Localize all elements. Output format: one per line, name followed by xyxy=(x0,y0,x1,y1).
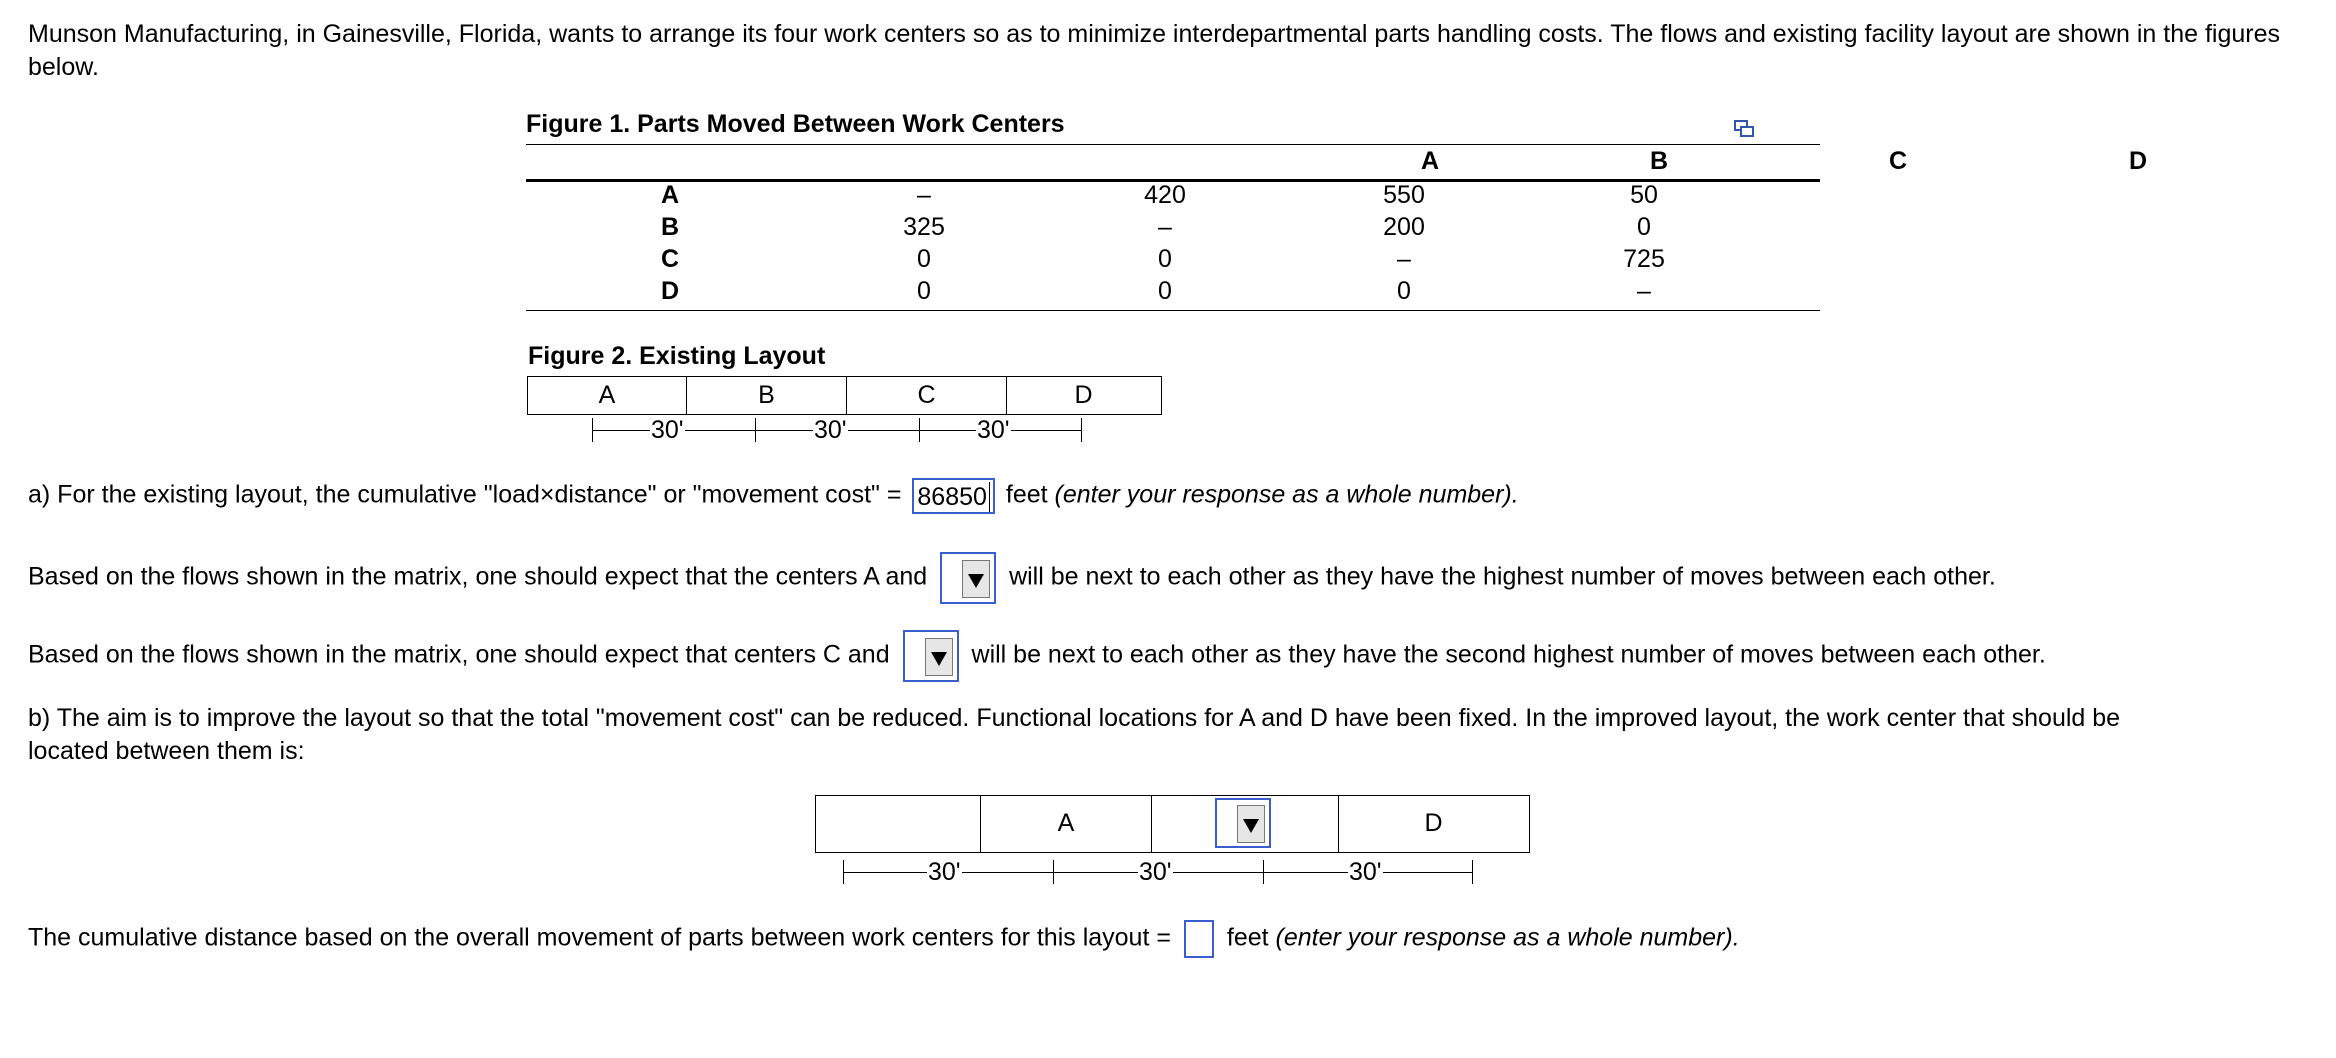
part-a-prefix: a) For the existing layout, the cumulative "load xyxy=(28,480,540,509)
part-a-question xyxy=(28,478,1519,514)
part-a-unit: feet xyxy=(1005,480,1048,509)
center-a-neighbor-dropdown[interactable] xyxy=(940,552,996,604)
layout-cell-b: B xyxy=(687,377,847,414)
q2-question xyxy=(28,552,1996,604)
cell-d-d: – xyxy=(1637,277,1651,305)
improved-dimension-line xyxy=(843,858,1473,886)
final-hint: (enter your response as a whole number). xyxy=(1275,923,1740,952)
row-header-b: B xyxy=(660,213,680,241)
improved-dim-label-2: 30' xyxy=(1139,858,1172,886)
cell-a-b: 420 xyxy=(1144,181,1186,209)
movement-cost-input[interactable] xyxy=(912,478,995,514)
dropdown-arrow-icon[interactable] xyxy=(1237,805,1265,843)
improved-cell-3 xyxy=(1152,796,1339,852)
layout-cell-d: D xyxy=(1074,381,1093,409)
row-header-c: C xyxy=(660,245,680,273)
part-a-middle: distance" or "movement cost" = xyxy=(554,480,902,509)
movement-cost-value: 86850 xyxy=(917,482,990,512)
cell-a-c: 550 xyxy=(1383,181,1425,209)
improved-middle-dropdown[interactable] xyxy=(1215,798,1271,848)
q2-before: Based on the flows shown in the matrix, one should expect that the centers A and xyxy=(28,562,928,591)
center-c-neighbor-dropdown[interactable] xyxy=(903,630,959,682)
improved-cell-1 xyxy=(816,796,981,852)
cell-c-d: 725 xyxy=(1623,245,1665,273)
table-bottom-rule xyxy=(526,310,1820,311)
times-symbol: × xyxy=(539,480,555,509)
existing-dimension-line xyxy=(592,416,1082,444)
layout-cell-c: C xyxy=(847,377,1007,414)
q3-after: will be next to each other as they have the second highest number of moves between each other. xyxy=(971,640,2046,669)
col-header-c: C xyxy=(1888,147,1908,175)
part-a-hint: (enter your response as a whole number). xyxy=(1054,480,1519,509)
final-unit: feet xyxy=(1226,923,1269,952)
cell-d-c: 0 xyxy=(1397,277,1411,305)
existing-layout xyxy=(527,376,1162,415)
problem-intro: Munson Manufacturing, in Gainesville, Florida, wants to arrange its four work centers so as to minimize interdepartmental parts handling costs. The flows and existing facility layout are shown in the figures below. xyxy=(28,20,2281,81)
cell-b-d: 0 xyxy=(1637,213,1651,241)
cell-b-c: 200 xyxy=(1383,213,1425,241)
improved-dim-label-3: 30' xyxy=(1349,858,1382,886)
expand-table-icon[interactable] xyxy=(1733,118,1755,138)
improved-cell-a: A xyxy=(981,796,1152,852)
improved-layout xyxy=(815,795,1530,853)
part-b-line1: b) The aim is to improve the layout so that the total "movement cost" can be reduced. Functional locations for A and D have been fixed. In the improved layout, the work center that should be xyxy=(28,704,2121,732)
cell-b-a: 325 xyxy=(903,213,945,241)
cell-c-a: 0 xyxy=(917,245,931,273)
cell-a-d: 50 xyxy=(1630,181,1658,209)
figure2-title: Figure 2. Existing Layout xyxy=(528,342,826,370)
final-question xyxy=(28,920,1740,958)
figure1-title: Figure 1. Parts Moved Between Work Centers xyxy=(526,110,1065,138)
improved-cell-d: D xyxy=(1424,809,1443,837)
dim-label-2: 30' xyxy=(814,416,847,444)
improved-dim-label-1: 30' xyxy=(928,858,961,886)
q3-question xyxy=(28,630,2046,682)
part-b-line2: located between them is: xyxy=(28,737,305,765)
cell-a-a: – xyxy=(917,181,931,209)
q2-after: will be next to each other as they have the highest number of moves between each other. xyxy=(1009,562,1996,591)
cumulative-distance-input[interactable] xyxy=(1184,920,1214,958)
cell-c-b: 0 xyxy=(1158,245,1172,273)
row-header-d: D xyxy=(660,277,680,305)
q3-before: Based on the flows shown in the matrix, one should expect that centers C and xyxy=(28,640,890,669)
cell-b-b: – xyxy=(1158,213,1172,241)
cell-d-b: 0 xyxy=(1158,277,1172,305)
dim-label-1: 30' xyxy=(651,416,684,444)
col-header-d: D xyxy=(2128,147,2148,175)
layout-cell-a: A xyxy=(528,377,687,414)
dropdown-arrow-icon[interactable] xyxy=(962,560,990,598)
final-before: The cumulative distance based on the overall movement of parts between work centers for this layout = xyxy=(28,923,1171,952)
col-header-a: A xyxy=(1420,147,1440,175)
col-header-b: B xyxy=(1649,147,1669,175)
cell-c-c: – xyxy=(1397,245,1411,273)
dim-label-3: 30' xyxy=(977,416,1010,444)
cell-d-a: 0 xyxy=(917,277,931,305)
row-header-a: A xyxy=(660,181,680,209)
dropdown-arrow-icon[interactable] xyxy=(925,638,953,676)
